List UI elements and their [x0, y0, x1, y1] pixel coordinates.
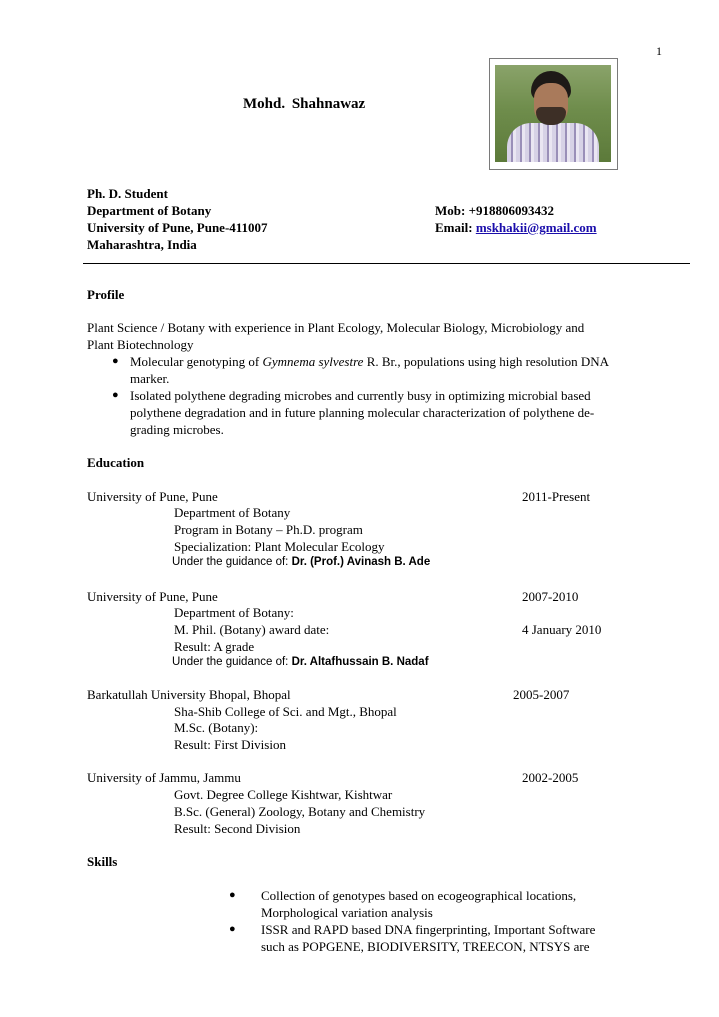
- bullet-icon: ●: [112, 355, 119, 367]
- skills-heading: Skills: [87, 854, 118, 869]
- skills-bullet1-line1: Collection of genotypes based on ecogeographical locations,: [261, 888, 577, 903]
- profile-intro-line2: Plant Biotechnology: [87, 337, 194, 352]
- profile-bullet1-text: Molecular genotyping of: [130, 354, 263, 369]
- edu-institution: University of Jammu, Jammu: [87, 770, 241, 785]
- edu-guidance: [172, 556, 430, 568]
- skills-bullet1-line2: Morphological variation analysis: [261, 905, 433, 920]
- email-line: [435, 220, 597, 236]
- profile-bullet1-line2: marker.: [130, 371, 170, 386]
- edu-detail: Result: A grade: [174, 639, 255, 654]
- edu-date: 2007-2010: [522, 589, 579, 604]
- species-name: Gymnema sylvestre: [262, 354, 364, 369]
- edu-detail: Result: First Division: [174, 737, 286, 752]
- edu-institution: University of Pune, Pune: [87, 489, 218, 504]
- candidate-name: Mohd. Shahnawaz: [243, 96, 366, 112]
- edu-date: 2011-Present: [522, 489, 591, 504]
- edu-detail: M.Sc. (Botany):: [174, 720, 259, 735]
- mobile-number: Mob: +918806093432: [435, 203, 554, 218]
- edu-detail: Govt. Degree College Kishtwar, Kishtwar: [174, 787, 393, 802]
- bullet-icon: ●: [229, 889, 236, 901]
- bullet-icon: ●: [112, 389, 119, 401]
- profile-photo-frame: [489, 58, 618, 170]
- profile-bullet2-line2: polythene degradation and in future planning molecular characterization of polythene de-: [130, 405, 595, 420]
- edu-detail: Result: Second Division: [174, 821, 301, 836]
- profile-bullet2-line3: grading microbes.: [130, 422, 224, 437]
- edu-detail: M. Phil. (Botany) award date:: [174, 622, 330, 637]
- guide-name: Dr. (Prof.) Avinash B. Ade: [291, 556, 431, 568]
- bullet-icon: ●: [229, 923, 236, 935]
- edu-detail: Sha-Shib College of Sci. and Mgt., Bhopal: [174, 704, 397, 719]
- profile-heading: Profile: [87, 287, 125, 302]
- edu-institution: Barkatullah University Bhopal, Bhopal: [87, 687, 291, 702]
- edu-institution: University of Pune, Pune: [87, 589, 218, 604]
- profile-bullet2-line1: Isolated polythene degrading microbes and currently busy in optimizing microbial based: [130, 388, 591, 403]
- profile-bullet1: [130, 354, 609, 370]
- edu-date: 2005-2007: [513, 687, 570, 702]
- guidance-label: Under the guidance of:: [172, 656, 292, 668]
- state: Maharashtra, India: [87, 237, 197, 252]
- edu-detail: B.Sc. (General) Zoology, Botany and Chemistry: [174, 804, 426, 819]
- university: University of Pune, Pune-411007: [87, 220, 268, 235]
- skills-bullet2-line1: ISSR and RAPD based DNA fingerprinting, Important Software: [261, 922, 596, 937]
- header-divider: [83, 263, 690, 264]
- guidance-label: Under the guidance of:: [172, 556, 292, 568]
- profile-intro-line1: Plant Science / Botany with experience in Plant Ecology, Molecular Biology, Microbiology and: [87, 320, 585, 335]
- email-link[interactable]: mskhakii@gmail.com: [475, 220, 597, 235]
- edu-detail: Department of Botany:: [174, 605, 294, 620]
- profile-photo: [495, 65, 611, 162]
- skills-bullet2-line2: such as POPGENE, BIODIVERSITY, TREECON, NTSYS are: [261, 939, 590, 954]
- edu-guidance: [172, 656, 429, 668]
- edu-detail: Program in Botany – Ph.D. program: [174, 522, 363, 537]
- position-title: Ph. D. Student: [87, 186, 168, 201]
- edu-detail: Specialization: Plant Molecular Ecology: [174, 539, 385, 554]
- edu-date: 2002-2005: [522, 770, 579, 785]
- page-number: 1: [656, 44, 662, 58]
- department: Department of Botany: [87, 203, 212, 218]
- award-date: 4 January 2010: [522, 622, 602, 637]
- education-heading: Education: [87, 455, 145, 470]
- guide-name: Dr. Altafhussain B. Nadaf: [291, 656, 429, 668]
- email-label: Email:: [435, 220, 476, 235]
- edu-detail: Department of Botany: [174, 505, 291, 520]
- profile-bullet1-text-post: R. Br., populations using high resolution DNA: [363, 354, 610, 369]
